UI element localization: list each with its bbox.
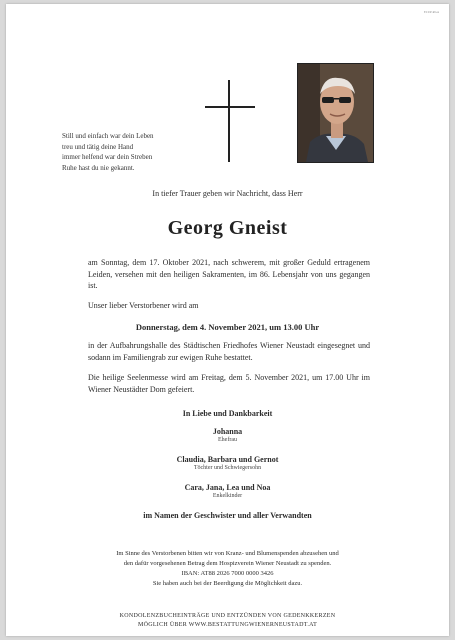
document-code: ECUP-RGA [423,10,439,14]
cross-horizontal-beam [205,106,255,108]
poem-line: Still und einfach war dein Leben [62,132,154,140]
mourner-names: Cara, Jana, Lea und Noa [184,483,271,492]
poem-line: treu und tätig deine Hand [62,142,134,151]
mourner-relation: Enkelkinder [212,493,243,499]
condolence-contact [6,612,449,630]
mourner-relation: Ehefrau [218,437,237,443]
gratitude-heading: In Liebe und Dankbarkeit [182,409,273,418]
funeral-intro-paragraph: Unser lieber Verstorbener wird am [88,301,199,310]
funeral-date: Donnerstag, dem 4. November 2021, um 13.00 Uhr [135,322,320,332]
cross-vertical-beam [228,80,230,162]
intro-text: In tiefer Trauer geben wir Nachricht, dass Herr [152,189,303,198]
portrait-illustration [298,64,373,162]
memorial-poem [62,131,192,173]
poem-line: immer helfend war dein Streben [62,153,153,161]
donation-line: den dafür vorgesehenen Betrag dem Hospizverein Wiener Neustadt zu spenden. [123,560,332,567]
obituary-sheet [6,4,449,636]
donation-line: Im Sinne des Verstorbenen bitten wir von Kranz- und Blumenspenden abzusehen und [116,550,339,557]
mourner-names: Claudia, Barbara und Gernot [176,455,279,464]
deceased-name: Georg Gneist [167,217,288,239]
mourner-names: Johanna [212,427,243,436]
death-notice-paragraph: am Sonntag, dem 17. Oktober 2021, nach schwerem, mit großer Geduld ertragenem Leiden, versehen mit den heiligen Sakramenten, im 86. Lebensjahr von uns gegangen ist. [88,258,370,290]
portrait-photo [297,63,374,163]
relatives-line: im Namen der Geschwister und aller Verwandten [143,511,312,520]
mourner-relation: Töchter und Schwiegersohn [193,465,262,471]
burial-paragraph: in der Aufbahrungshalle des Städtischen Friedhofes Wiener Neustadt eingesegnet und sodann im Familiengrab zur ewigen Ruhe bestattet. [88,341,370,362]
contact-website-line[interactable]: MÖGLICH ÜBER WWW.BESTATTUNGWIENERNEUSTADT.AT [137,622,318,628]
iban-line: IBAN: AT88 2026 7000 0000 3426 [181,570,274,577]
poem-line: Ruhe hast du nie gekannt. [62,163,135,172]
donation-note [6,549,449,589]
contact-line: KONDOLENZBUCHEINTRÄGE UND ENTZÜNDEN VON GEDENKKERZEN [119,613,336,619]
donation-line: Sie haben auch bei der Beerdigung die Möglichkeit dazu. [152,580,303,587]
requiem-paragraph: Die heilige Seelenmesse wird am Freitag, dem 5. November 2021, um 17.00 Uhr im Wiener Neustädter Dom gefeiert. [88,373,370,394]
